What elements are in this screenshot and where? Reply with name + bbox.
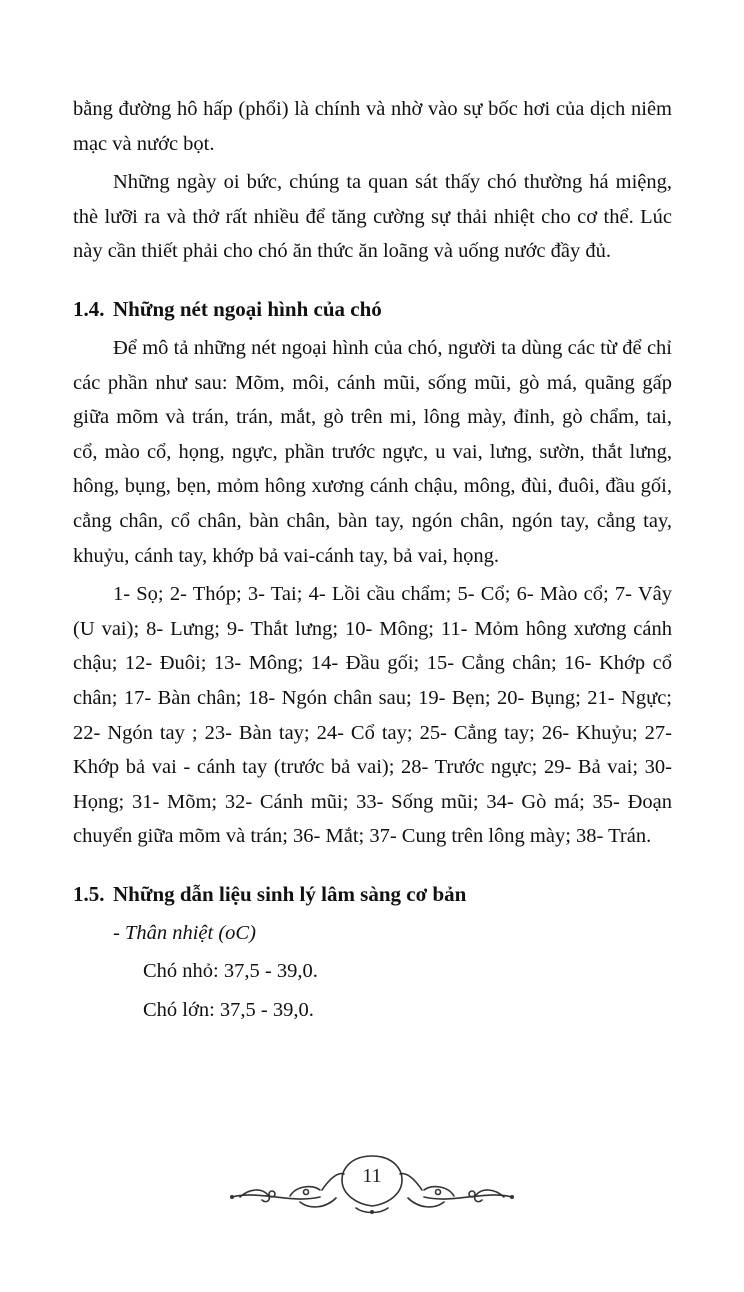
section-1-5-number: 1.5.	[73, 881, 105, 906]
large-dog-temperature: Chó lớn: 37,5 - 39,0.	[143, 999, 314, 1022]
page-number: 11	[362, 1165, 382, 1187]
section-1-4-heading	[73, 291, 672, 327]
page-footer-ornament	[0, 1150, 744, 1220]
intro-paragraph-2: Những ngày oi bức, chúng ta quan sát thấy chó thường há miệng, thè lưỡi ra và thở rất nhiều để tăng cường sự thải nhiệt cho cơ thể. Lúc này cần thiết phải cho chó ăn thức ăn loãng và uống nước đầy đủ.	[73, 171, 672, 263]
small-dog-temperature: Chó nhỏ: 37,5 - 39,0.	[143, 960, 318, 983]
intro-paragraph-1: bằng đường hô hấp (phổi) là chính và nhờ vào sự bốc hơi của dịch niêm mạc và nước bọt.	[73, 98, 672, 155]
section-1-4-paragraph-2: 1- Sọ; 2- Thóp; 3- Tai; 4- Lồi cầu chẩm; 5- Cổ; 6- Mào cổ; 7- Vây (U vai); 8- Lưng; 9- Thắt lưng; 10- Mông; 11- Mỏm hông xương cánh chậu; 12- Đuôi; 13- Mông; 14- Đầu gối; 15- Cẳng chân; 16- Khớp cổ chân; 17- Bàn chân; 18- Ngón chân sau; 19- Bẹn; 20- Bụng; 21- Ngực; 22- Ngón tay ; 23- Bàn tay; 24- Cổ tay; 25- Cẳng tay; 26- Khuỷu; 27- Khớp bả vai - cánh tay (trước bả vai); 28- Trước ngực; 29- Bả vai; 30- Họng; 31- Mõm; 32- Cánh mũi; 33- Sống mũi; 34- Gò má; 35- Đoạn chuyển giữa mõm và trán; 36- Mắt; 37- Cung trên lông mày; 38- Trán.	[73, 583, 672, 848]
section-1-4-title: Những nét ngoại hình của chó	[113, 296, 382, 321]
temperature-subhead: - Thân nhiệt (oC)	[113, 921, 256, 944]
page-body	[73, 92, 672, 1028]
section-1-5-title: Những dẫn liệu sinh lý lâm sàng cơ bản	[113, 881, 467, 906]
section-1-4-number: 1.4.	[73, 296, 105, 321]
section-1-4-paragraph-1: Để mô tả những nét ngoại hình của chó, người ta dùng các từ để chỉ các phần như sau: Mõm, môi, cánh mũi, sống mũi, gò má, quãng gấp giữa mõm và trán, trán, mắt, gò trên mi, lông mày, đỉnh, gò chẩm, tai, cổ, mào cổ, họng, ngực, phần trước ngực, u vai, lưng, sườn, thắt lưng, hông, bụng, bẹn, mỏm hông xương cánh chậu, mông, đùi, đuôi, đầu gối, cẳng chân, cổ chân, bàn chân, bàn tay, ngón chân, ngón tay, cẳng tay, khuỷu, cánh tay, khớp bả vai-cánh tay, bả vai, họng.	[73, 336, 672, 567]
section-1-5-heading	[73, 876, 672, 912]
